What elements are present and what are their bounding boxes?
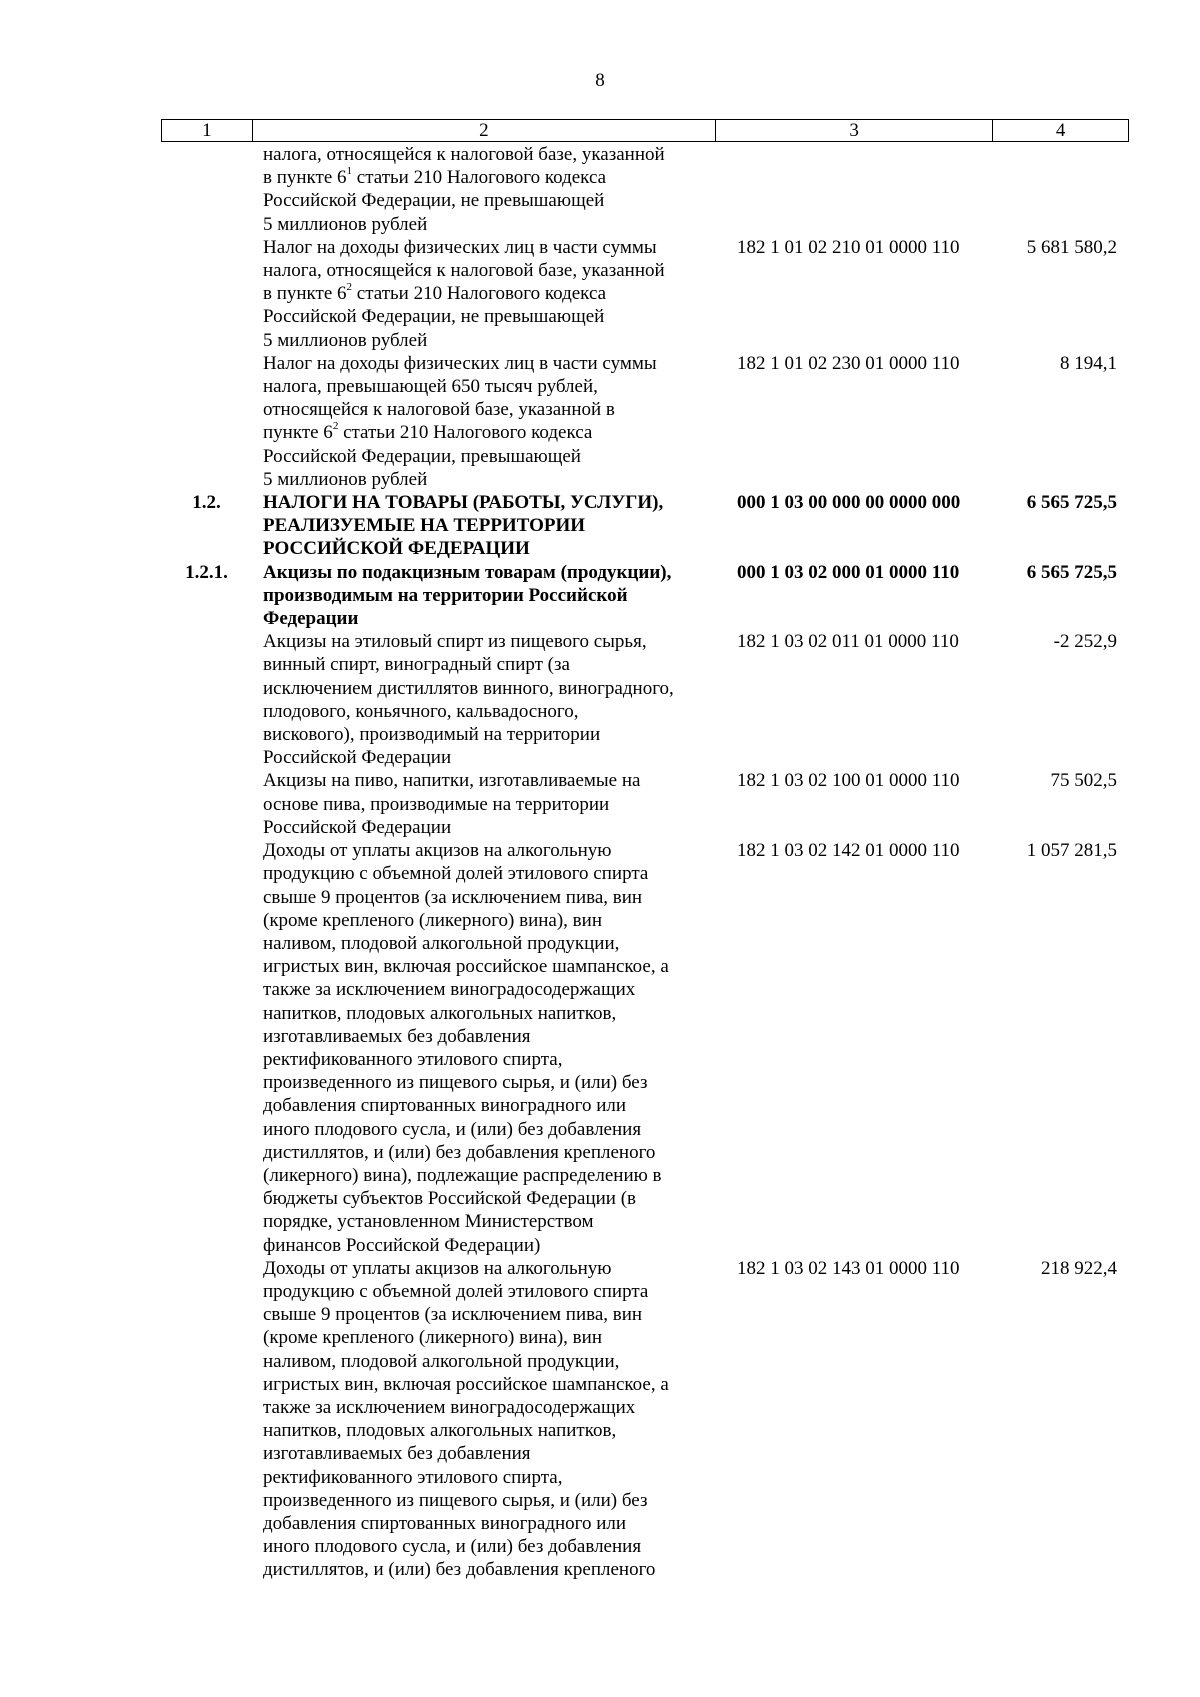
budget-code: 182 1 03 02 143 01 0000 110	[737, 1257, 960, 1279]
row-number: 1.2.	[192, 492, 221, 514]
description-line: иного плодового сусла, и (или) без добавления	[263, 1118, 642, 1140]
row-description	[252, 561, 716, 631]
description-line: налога, относящейся к налоговой базе, указанной	[263, 144, 665, 165]
description-line: Акцизы на этиловый спирт из пищевого сырья,	[263, 631, 647, 653]
amount	[994, 143, 1129, 236]
table-row	[161, 1257, 1129, 1582]
budget-code: 182 1 03 02 142 01 0000 110	[737, 840, 960, 862]
description-line: основе пива, производимые на территории	[263, 793, 610, 815]
table-row	[161, 839, 1129, 1257]
amount: 1 057 281,5	[1026, 840, 1117, 862]
budget-code: 182 1 01 02 210 01 0000 110	[737, 236, 960, 258]
description-line: Налог на доходы физических лиц в части суммы	[263, 352, 657, 374]
row-description	[252, 769, 716, 839]
description-line: иного плодового сусла, и (или) без добавления	[263, 1536, 642, 1558]
description-line: Налог на доходы физических лиц в части суммы	[263, 236, 657, 258]
row-number	[161, 236, 252, 352]
description-line: РЕАЛИЗУЕМЫЕ НА ТЕРРИТОРИИ	[263, 515, 586, 537]
row-description	[252, 630, 716, 769]
amount: 8 194,1	[1060, 352, 1117, 374]
description-line: Российской Федерации	[263, 816, 452, 838]
description-line: производимым на территории Российской	[263, 584, 628, 606]
row-description	[252, 1257, 716, 1582]
page-number: 8	[595, 70, 605, 91]
description-line: бюджеты субъектов Российской Федерации (в	[263, 1188, 636, 1210]
description-line: изготавливаемых без добавления	[263, 1025, 531, 1047]
description-line: Российской Федерации, не превышающей	[263, 306, 605, 328]
description-line: продукцию с объемной долей этилового спирта	[263, 863, 649, 885]
description-line: игристых вин, включая российское шампанское, а	[263, 1373, 669, 1395]
description-line: налога, превышающей 650 тысяч рублей,	[263, 376, 598, 398]
description-line: наливом, плодовой алкогольной продукции,	[263, 1350, 620, 1372]
amount: 75 502,5	[1050, 770, 1117, 792]
amount: 218 922,4	[1041, 1257, 1117, 1279]
row-description	[252, 236, 716, 352]
description-line: ректификованного этилового спирта,	[263, 1466, 563, 1488]
description-line: наливом, плодовой алкогольной продукции,	[263, 932, 620, 954]
budget-code: 182 1 01 02 230 01 0000 110	[737, 352, 960, 374]
description-line: изготавливаемых без добавления	[263, 1443, 531, 1465]
description-line: Акцизы по подакцизным товарам (продукции),	[263, 561, 672, 583]
table-row	[161, 236, 1129, 352]
description-line: напитков, плодовых алкогольных напитков,	[263, 1002, 617, 1024]
description-line: добавления спиртованных виноградного или	[263, 1095, 627, 1117]
row-description	[252, 491, 716, 561]
budget-code: 000 1 03 00 000 00 0000 000	[737, 492, 961, 514]
description-line: Акцизы на пиво, напитки, изготавливаемые на	[263, 770, 641, 792]
row-number	[161, 769, 252, 839]
description-line: дистиллятов, и (или) без добавления крепленого	[263, 1559, 656, 1581]
budget-code: 182 1 03 02 100 01 0000 110	[737, 770, 960, 792]
description-line: 5 миллионов рублей	[263, 468, 428, 490]
description-line: финансов Российской Федерации)	[263, 1234, 541, 1256]
description-line: в пункте $6^1$ статьи 210 Налогового кодекса	[263, 164, 607, 189]
description-line: Российской Федерации, не превышающей	[263, 190, 605, 212]
description-line: Федерации	[263, 608, 359, 630]
table-row	[161, 491, 1129, 561]
description-line: Российской Федерации, превышающей	[263, 445, 581, 467]
description-line: вискового), производимый на территории	[263, 724, 601, 746]
description-line: также за исключением виноградосодержащих	[263, 979, 636, 1001]
row-description	[252, 143, 716, 236]
row-description	[252, 839, 716, 1257]
description-line: 5 миллионов рублей	[263, 213, 428, 235]
row-number	[161, 1257, 252, 1582]
description-line: РОССИЙСКОЙ ФЕДЕРАЦИИ	[263, 538, 530, 560]
row-number	[161, 839, 252, 1257]
header-col-1: 1	[162, 120, 253, 141]
amount: 6 565 725,5	[1026, 492, 1117, 514]
budget-code: 000 1 03 02 000 01 0000 110	[737, 561, 960, 583]
table-row	[161, 352, 1129, 491]
amount: 6 565 725,5	[1026, 561, 1117, 583]
description-line: исключением дистиллятов винного, виноградного,	[263, 677, 674, 699]
row-number	[161, 143, 252, 236]
header-col-3: 3	[716, 120, 993, 141]
table-row	[161, 143, 1129, 236]
amount: -2 252,9	[1053, 631, 1117, 653]
row-description	[252, 352, 716, 491]
description-line: 5 миллионов рублей	[263, 329, 428, 351]
description-line: игристых вин, включая российское шампанское, а	[263, 956, 669, 978]
description-line: свыше 9 процентов (за исключением пива, вин	[263, 1304, 643, 1326]
amount: 5 681 580,2	[1026, 236, 1117, 258]
description-line: добавления спиртованных виноградного или	[263, 1512, 627, 1534]
description-line: налога, относящейся к налоговой базе, указанной	[263, 260, 665, 282]
description-line: напитков, плодовых алкогольных напитков,	[263, 1420, 617, 1442]
superscript: 1	[346, 164, 353, 177]
description-line: ректификованного этилового спирта,	[263, 1048, 563, 1070]
row-number: 1.2.1.	[185, 561, 228, 583]
header-col-4: 4	[1055, 120, 1066, 141]
description-line: продукцию с объемной долей этилового спирта	[263, 1280, 649, 1302]
superscript: 2	[332, 420, 339, 433]
table-row	[161, 630, 1129, 769]
row-number	[161, 352, 252, 491]
budget-code	[716, 143, 994, 236]
description-line: свыше 9 процентов (за исключением пива, вин	[263, 886, 643, 908]
budget-code: 182 1 03 02 011 01 0000 110	[737, 631, 959, 653]
description-line: в пункте $6^2$ статьи 210 Налогового кодекса	[263, 280, 607, 305]
description-line: Российской Федерации	[263, 747, 452, 769]
description-line: также за исключением виноградосодержащих	[263, 1396, 636, 1418]
superscript: 2	[346, 280, 353, 293]
description-line: порядке, установленном Министерством	[263, 1211, 594, 1233]
description-line: произведенного из пищевого сырья, и (или) без	[263, 1489, 648, 1511]
description-line: Доходы от уплаты акцизов на алкогольную	[263, 840, 612, 862]
description-line: винный спирт, виноградный спирт (за	[263, 654, 570, 676]
row-number	[161, 630, 252, 769]
header-col-2: 2	[253, 120, 716, 141]
table-row	[161, 561, 1129, 631]
description-line: плодового, коньячного, кальвадосного,	[263, 700, 579, 722]
description-line: (кроме крепленого (ликерного) вина), вин	[263, 909, 602, 931]
description-line: (кроме крепленого (ликерного) вина), вин	[263, 1327, 602, 1349]
table-header	[161, 119, 1129, 142]
description-line: Доходы от уплаты акцизов на алкогольную	[263, 1257, 612, 1279]
description-line: НАЛОГИ НА ТОВАРЫ (РАБОТЫ, УСЛУГИ),	[263, 492, 664, 514]
description-line: (ликерного) вина), подлежащие распределению в	[263, 1164, 662, 1186]
description-line: произведенного из пищевого сырья, и (или) без	[263, 1072, 648, 1094]
table-body	[161, 143, 1129, 1582]
description-line: дистиллятов, и (или) без добавления крепленого	[263, 1141, 656, 1163]
description-line: пункте $6^2$ статьи 210 Налогового кодекса	[263, 420, 593, 444]
description-line: относящейся к налоговой базе, указанной в	[263, 399, 615, 421]
table-row	[161, 769, 1129, 839]
